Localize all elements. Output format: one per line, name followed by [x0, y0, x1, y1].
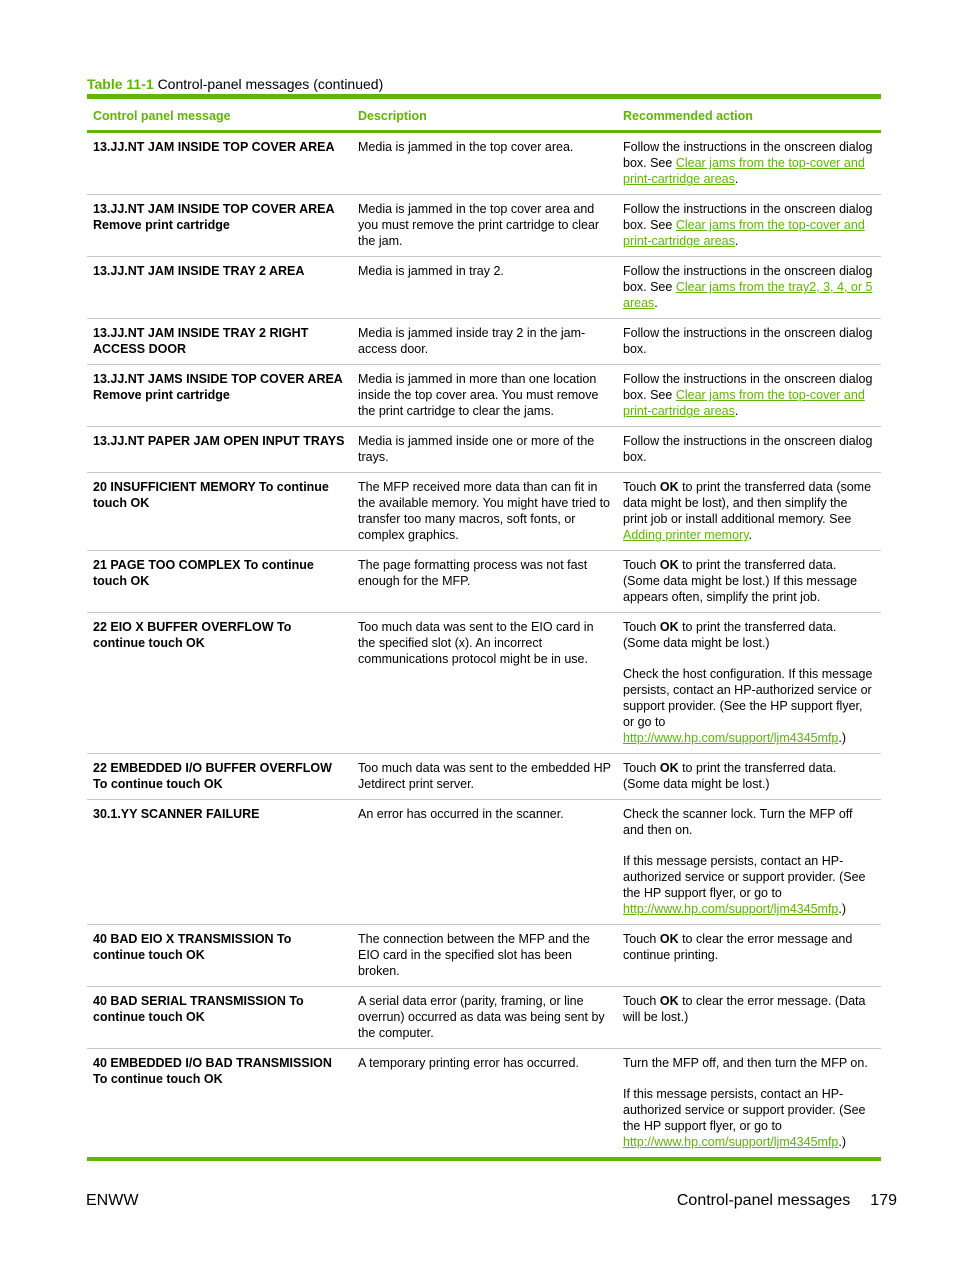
action-text: Check the host configuration. If this message persists, contact an HP-authorized service or support provider. (See the HP support flyer, or go to [623, 667, 873, 729]
control-panel-message: 40 BAD SERIAL TRANSMISSION To continue touch OK [93, 994, 304, 1024]
table-row [87, 925, 881, 987]
cross-reference-link[interactable]: Clear jams from the top-cover and print-cartridge areas [623, 156, 865, 186]
control-panel-message: 40 BAD EIO X TRANSMISSION To continue touch OK [93, 932, 292, 962]
action-text: Touch [623, 994, 660, 1008]
action-paragraph [623, 931, 875, 963]
table-row [87, 551, 881, 613]
cross-reference-link[interactable]: http://www.hp.com/support/ljm4345mfp [623, 1135, 839, 1149]
action-text: If this message persists, contact an HP-authorized service or support provider. (See the HP support flyer, or go to [623, 1087, 866, 1133]
action-text: Touch [623, 761, 660, 775]
recommended-action [617, 195, 881, 256]
table-row [87, 800, 881, 925]
table-body [87, 133, 881, 1157]
action-text: . [734, 234, 739, 248]
control-panel-message: 13.JJ.NT JAM INSIDE TRAY 2 AREA [93, 264, 305, 278]
action-text: to print the transferred data. (Some data might be lost.) [623, 620, 837, 650]
action-paragraph [623, 139, 875, 187]
recommended-action [617, 427, 881, 472]
cross-reference-link[interactable]: Clear jams from the top-cover and print-cartridge areas [623, 388, 865, 418]
action-paragraph [623, 479, 875, 543]
action-text: Check the scanner lock. Turn the MFP off and then on. [623, 807, 853, 837]
action-text: to print the transferred data. (Some data might be lost.) If this message appears often, simplify the print job. [623, 558, 858, 604]
control-panel-message: 13.JJ.NT JAM INSIDE TOP COVER AREA Remove print cartridge [93, 202, 335, 232]
table-row [87, 257, 881, 319]
control-panel-message: 13.JJ.NT PAPER JAM OPEN INPUT TRAYS [93, 434, 345, 448]
cross-reference-link[interactable]: http://www.hp.com/support/ljm4345mfp [623, 731, 839, 745]
cross-reference-link[interactable]: Clear jams from the top-cover and print-cartridge areas [623, 218, 865, 248]
recommended-action [617, 319, 881, 364]
action-text: . [734, 172, 739, 186]
recommended-action [617, 551, 881, 612]
action-paragraph [623, 433, 875, 465]
control-panel-message: 13.JJ.NT JAM INSIDE TRAY 2 RIGHT ACCESS DOOR [93, 326, 309, 356]
table-row [87, 319, 881, 365]
message-description: The MFP received more data than can fit in the available memory. You might have tried to transfer too many macros, soft fonts, or complex graphics. [358, 480, 610, 542]
table-row [87, 427, 881, 473]
message-description: Media is jammed in more than one location inside the top cover area. You must remove the print cartridge to clear the jams. [358, 372, 599, 418]
control-panel-message: 22 EIO X BUFFER OVERFLOW To continue touch OK [93, 620, 292, 650]
action-text: If this message persists, contact an HP-authorized service or support provider. (See the HP support flyer, or go to [623, 854, 866, 900]
footer-left: ENWW [86, 1192, 139, 1209]
message-description: A serial data error (parity, framing, or line overrun) occurred as data was being sent by the computer. [358, 994, 605, 1040]
table-title: Control-panel messages (continued) [157, 76, 384, 92]
action-text: Follow the instructions in the onscreen dialog box. See [623, 372, 873, 402]
messages-table [87, 94, 881, 1161]
action-text: Touch [623, 480, 660, 494]
action-paragraph [623, 371, 875, 419]
message-description: An error has occurred in the scanner. [358, 807, 564, 821]
recommended-action [617, 925, 881, 986]
message-description: A temporary printing error has occurred. [358, 1056, 579, 1070]
action-paragraph [623, 325, 875, 357]
table-row [87, 473, 881, 551]
message-description: Media is jammed in tray 2. [358, 264, 504, 278]
action-text: Follow the instructions in the onscreen dialog box. [623, 434, 873, 464]
action-paragraph [623, 619, 875, 651]
control-panel-message: 22 EMBEDDED I/O BUFFER OVERFLOW To continue touch OK [93, 761, 332, 791]
recommended-action [617, 257, 881, 318]
action-text: . [748, 528, 752, 542]
action-text: . [734, 404, 739, 418]
recommended-action [617, 365, 881, 426]
recommended-action [617, 1049, 881, 1157]
recommended-action [617, 987, 881, 1048]
action-paragraph [623, 853, 875, 917]
ok-keyword: OK [659, 994, 679, 1008]
recommended-action [617, 800, 881, 924]
table-row [87, 133, 881, 195]
table-caption [87, 76, 383, 92]
action-paragraph [623, 263, 875, 311]
action-text: .) [838, 731, 847, 745]
action-paragraph [623, 1086, 875, 1150]
recommended-action [617, 613, 881, 753]
table-row [87, 195, 881, 257]
action-text: to clear the error message and continue printing. [623, 932, 853, 962]
action-paragraph [623, 557, 875, 605]
action-text: Follow the instructions in the onscreen dialog box. [623, 326, 873, 356]
action-text: Follow the instructions in the onscreen dialog box. See [623, 202, 873, 232]
control-panel-message: 20 INSUFFICIENT MEMORY To continue touch OK [93, 480, 329, 510]
recommended-action [617, 133, 881, 194]
action-paragraph [623, 760, 875, 792]
action-text: .) [838, 1135, 847, 1149]
action-text: Follow the instructions in the onscreen dialog box. See [623, 264, 873, 294]
message-description: The connection between the MFP and the EIO card in the specified slot has been broken. [358, 932, 590, 978]
control-panel-message: 21 PAGE TOO COMPLEX To continue touch OK [93, 558, 314, 588]
header-action: Recommended action [623, 109, 753, 123]
action-text: Touch [623, 932, 660, 946]
table-row [87, 1049, 881, 1157]
action-paragraph [623, 1055, 875, 1071]
message-description: Media is jammed in the top cover area and you must remove the print cartridge to clear the jam. [358, 202, 600, 248]
action-text: Follow the instructions in the onscreen dialog box. See [623, 140, 873, 170]
cross-reference-link[interactable]: http://www.hp.com/support/ljm4345mfp [623, 902, 839, 916]
control-panel-message: 30.1.YY SCANNER FAILURE [93, 807, 260, 821]
action-text: to print the transferred data. (Some data might be lost.) [623, 761, 837, 791]
action-paragraph [623, 993, 875, 1025]
action-paragraph [623, 806, 875, 838]
action-text: to clear the error message. (Data will be lost.) [623, 994, 866, 1024]
header-message: Control panel message [93, 109, 231, 123]
footer-section: Control-panel messages [676, 1192, 851, 1209]
table-row [87, 613, 881, 754]
action-text: Turn the MFP off, and then turn the MFP on. [623, 1056, 868, 1070]
action-text: .) [838, 902, 847, 916]
ok-keyword: OK [659, 761, 679, 775]
recommended-action [617, 473, 881, 550]
action-text: Touch [623, 620, 660, 634]
ok-keyword: OK [659, 480, 679, 494]
table-header [87, 99, 881, 133]
control-panel-message: 13.JJ.NT JAMS INSIDE TOP COVER AREA Remove print cartridge [93, 372, 343, 402]
cross-reference-link[interactable]: Adding printer memory [623, 528, 749, 542]
recommended-action [617, 754, 881, 799]
page-number: 179 [870, 1192, 897, 1209]
message-description: Media is jammed inside tray 2 in the jam-access door. [358, 326, 586, 356]
ok-keyword: OK [659, 558, 679, 572]
control-panel-message: 13.JJ.NT JAM INSIDE TOP COVER AREA [93, 140, 335, 154]
ok-keyword: OK [659, 932, 679, 946]
message-description: Too much data was sent to the EIO card in the specified slot (x). An incorrect communications protocol might be in use. [358, 620, 594, 666]
table-row [87, 754, 881, 800]
message-description: Media is jammed in the top cover area. [358, 140, 574, 154]
control-panel-message: 40 EMBEDDED I/O BAD TRANSMISSION To continue touch OK [93, 1056, 332, 1086]
table-row [87, 365, 881, 427]
action-text: . [654, 296, 658, 310]
message-description: Too much data was sent to the embedded HP Jetdirect print server. [358, 761, 611, 791]
table-row [87, 987, 881, 1049]
action-text: Touch [623, 558, 660, 572]
footer-right [677, 1192, 897, 1210]
cross-reference-link[interactable]: Clear jams from the tray2, 3, 4, or 5 areas [623, 280, 873, 310]
message-description: Media is jammed inside one or more of the trays. [358, 434, 595, 464]
ok-keyword: OK [659, 620, 679, 634]
header-description: Description [358, 109, 427, 123]
action-paragraph [623, 201, 875, 249]
action-text: to print the transferred data (some data might be lost), and then simplify the print job or install additional memory. See [623, 480, 872, 526]
message-description: The page formatting process was not fast enough for the MFP. [358, 558, 588, 588]
action-paragraph [623, 666, 875, 746]
table-number: Table 11-1 [87, 76, 154, 92]
